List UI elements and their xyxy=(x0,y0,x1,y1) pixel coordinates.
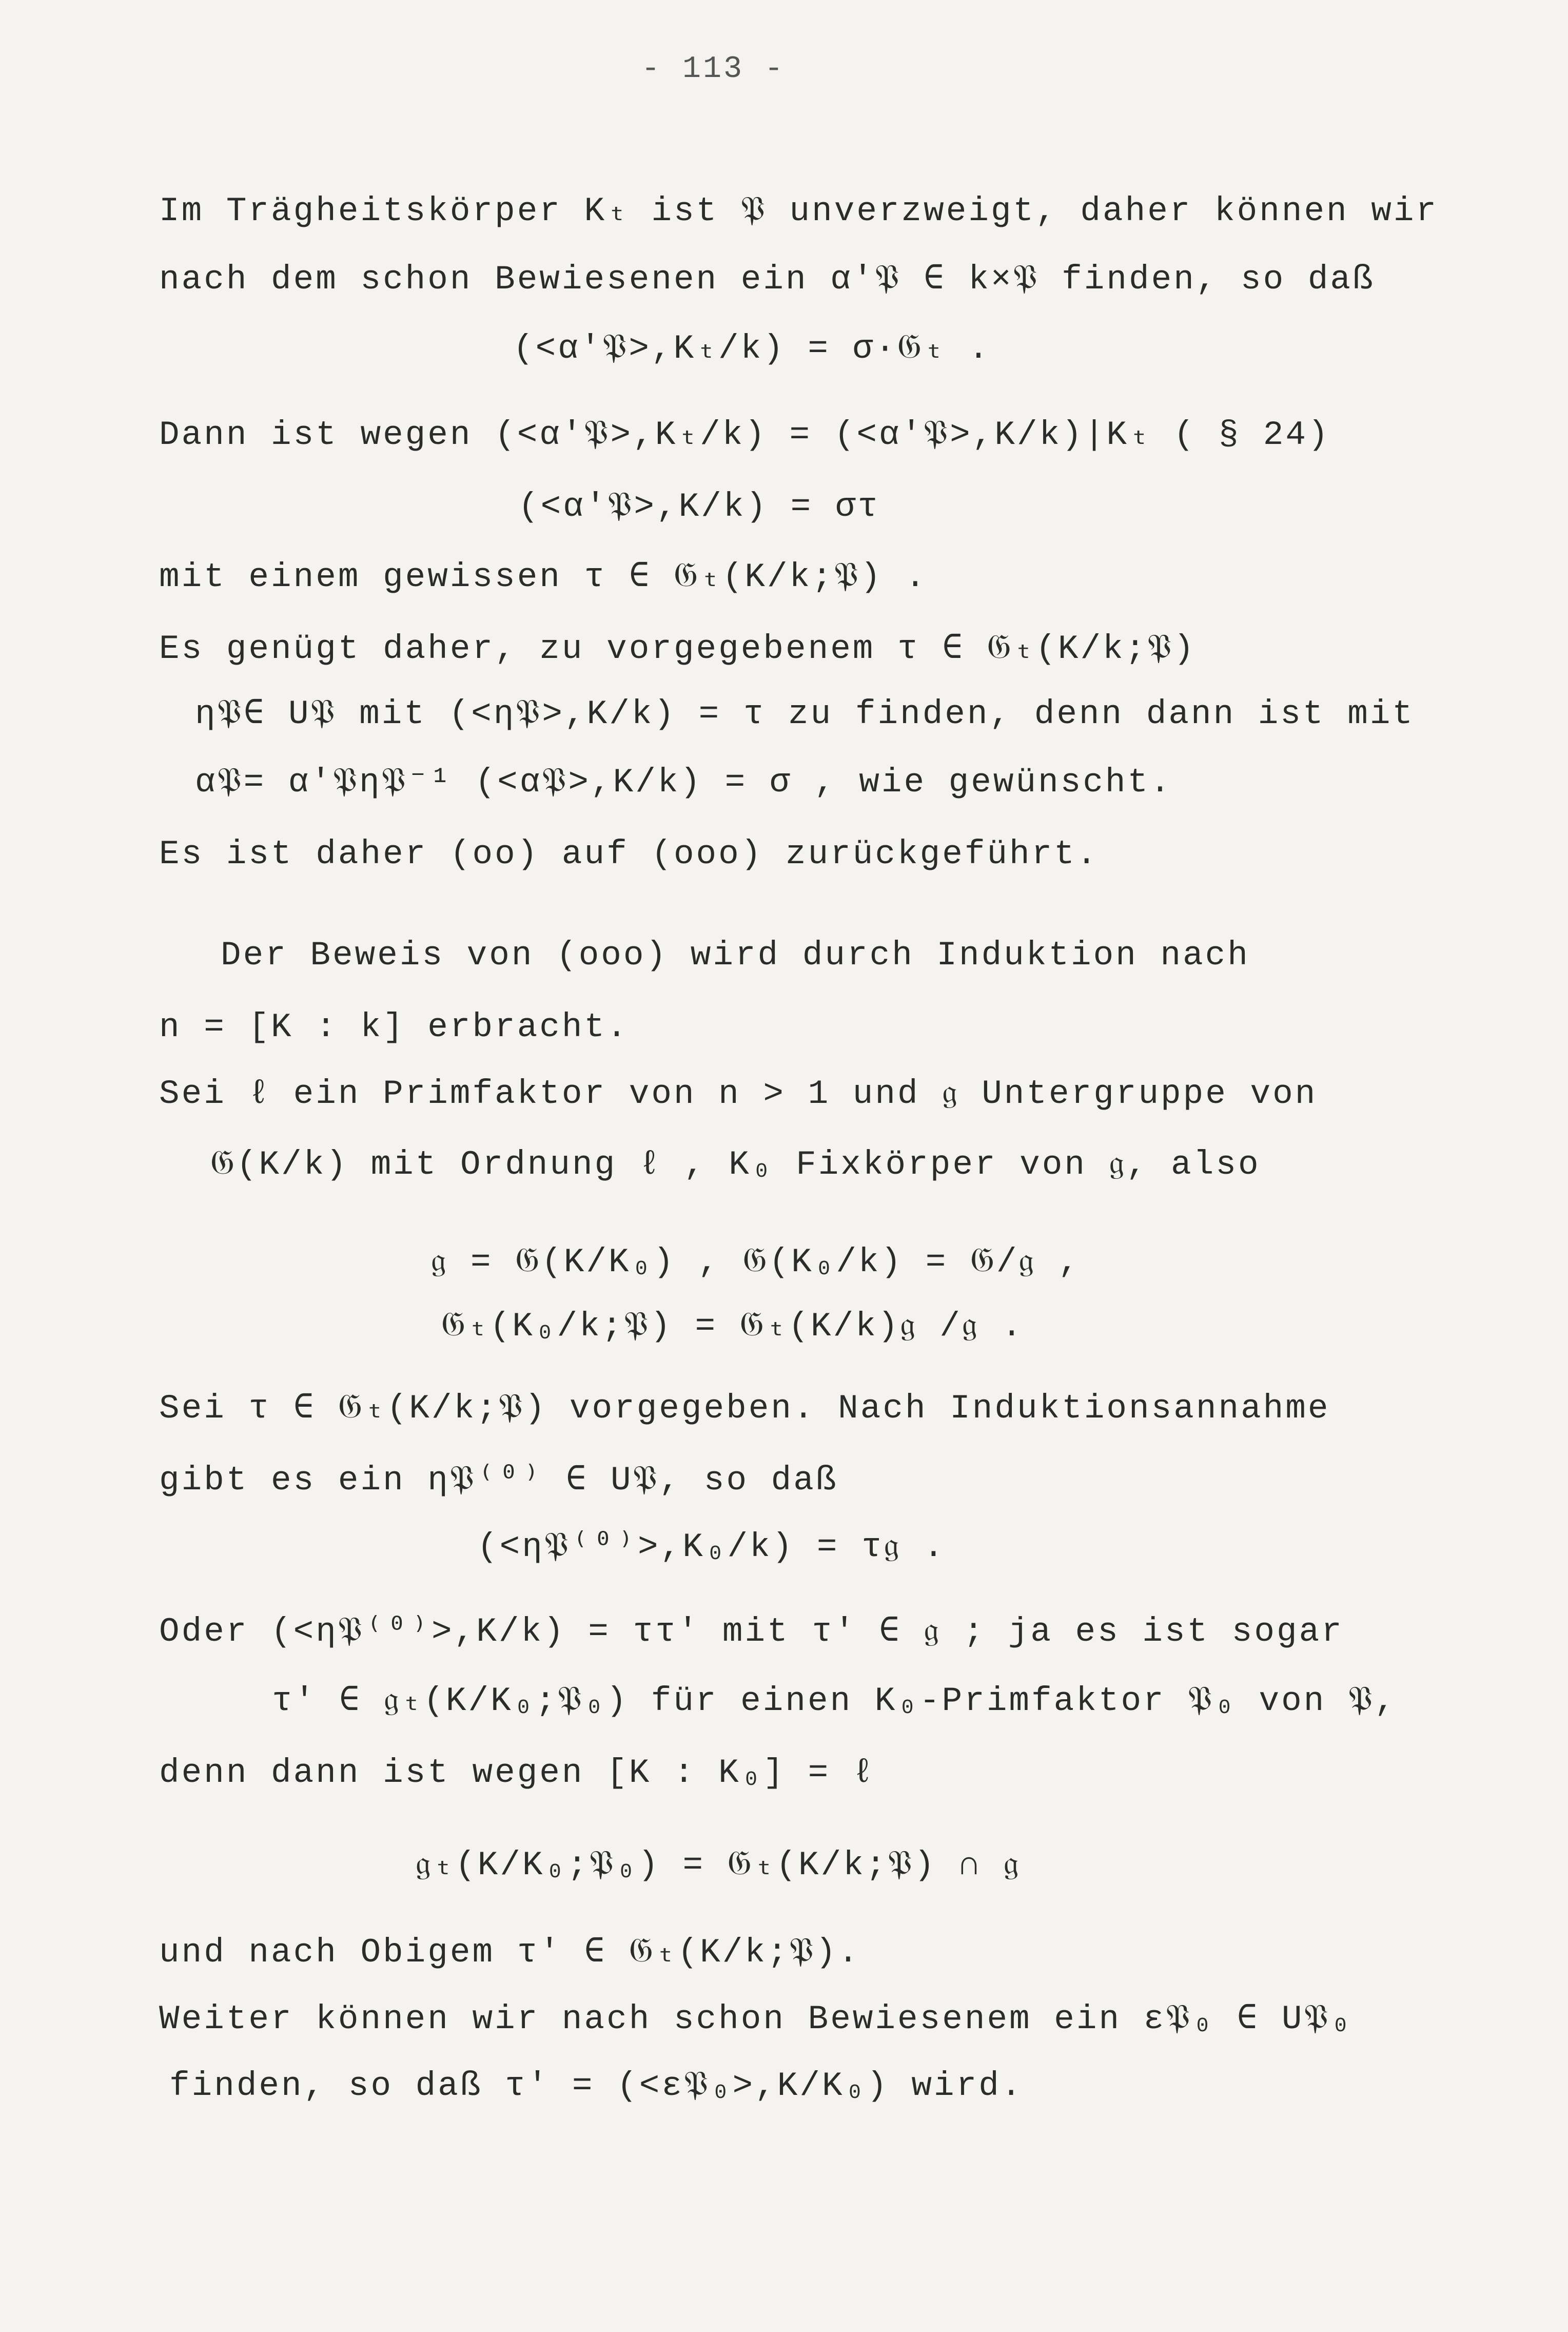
text-line-1: Im Trägheitskörper Kₜ ist 𝔓 unverzweigt, daher können wir xyxy=(159,192,1439,230)
text-line-8: η𝔓∈ U𝔓 mit (<η𝔓>,K/k) = τ zu finden, denn dann ist mit xyxy=(195,695,1415,733)
text-line-22: denn dann ist wegen [K : K₀] = ℓ xyxy=(159,1754,875,1792)
text-line-21: τ' ∈ 𝔤ₜ(K/K₀;𝔓₀) für einen K₀-Primfaktor 𝔓₀ von 𝔓, xyxy=(272,1682,1397,1720)
text-line-20: Oder (<η𝔓⁽⁰⁾>,K/k) = ττ' mit τ' ∈ 𝔤 ; ja es ist sogar xyxy=(159,1612,1344,1651)
formula-line-23: 𝔤ₜ(K/K₀;𝔓₀) = 𝔊ₜ(K/k;𝔓) ∩ 𝔤 xyxy=(416,1846,1021,1884)
text-line-2: nach dem schon Bewiesenen ein α'𝔓 ∈ k×𝔓 finden, so daß xyxy=(159,260,1375,299)
text-line-4: Dann ist wegen (<α'𝔓>,Kₜ/k) = (<α'𝔓>,K/k)|Kₜ ( § 24) xyxy=(159,416,1330,454)
text-line-14: 𝔊(K/k) mit Ordnung ℓ , K₀ Fixkörper von 𝔤, also xyxy=(210,1145,1261,1184)
text-line-13: Sei ℓ ein Primfaktor von n > 1 und 𝔤 Untergruppe von xyxy=(159,1075,1318,1113)
formula-line-15: 𝔤 = 𝔊(K/K₀) , 𝔊(K₀/k) = 𝔊/𝔤 , xyxy=(431,1243,1081,1281)
text-line-12: n = [K : k] erbracht. xyxy=(159,1008,629,1046)
text-line-6: mit einem gewissen τ ∈ 𝔊ₜ(K/k;𝔓) . xyxy=(159,558,928,596)
formula-line-3: (<α'𝔓>,Kₜ/k) = σ·𝔊ₜ . xyxy=(513,329,991,368)
page-number: - 113 - xyxy=(641,52,786,87)
formula-line-19: (<η𝔓⁽⁰⁾>,K₀/k) = τ𝔤 . xyxy=(477,1528,946,1566)
text-line-18: gibt es ein η𝔓⁽⁰⁾ ∈ U𝔓, so daß xyxy=(159,1461,838,1500)
formula-line-16: 𝔊ₜ(K₀/k;𝔓) = 𝔊ₜ(K/k)𝔤 /𝔤 . xyxy=(441,1307,1024,1346)
text-line-11: Der Beweis von (ooo) wird durch Induktion nach xyxy=(221,936,1250,975)
text-line-7: Es genügt daher, zu vorgegebenem τ ∈ 𝔊ₜ(K/k;𝔓) xyxy=(159,630,1196,668)
text-line-26: finden, so daß τ' = (<ε𝔓₀>,K/K₀) wird. xyxy=(169,2067,1024,2105)
text-line-17: Sei τ ∈ 𝔊ₜ(K/k;𝔓) vorgegeben. Nach Induktionsannahme xyxy=(159,1389,1330,1428)
text-line-24: und nach Obigem τ' ∈ 𝔊ₜ(K/k;𝔓). xyxy=(159,1933,860,1972)
formula-line-5: (<α'𝔓>,K/k) = στ xyxy=(518,488,880,526)
text-line-25: Weiter können wir nach schon Bewiesenem ein ε𝔓₀ ∈ U𝔓₀ xyxy=(159,2000,1353,2038)
text-line-9: α𝔓= α'𝔓η𝔓⁻¹ (<α𝔓>,K/k) = σ , wie gewünscht. xyxy=(195,763,1172,802)
text-line-10: Es ist daher (oo) auf (ooo) zurückgeführt. xyxy=(159,835,1099,873)
